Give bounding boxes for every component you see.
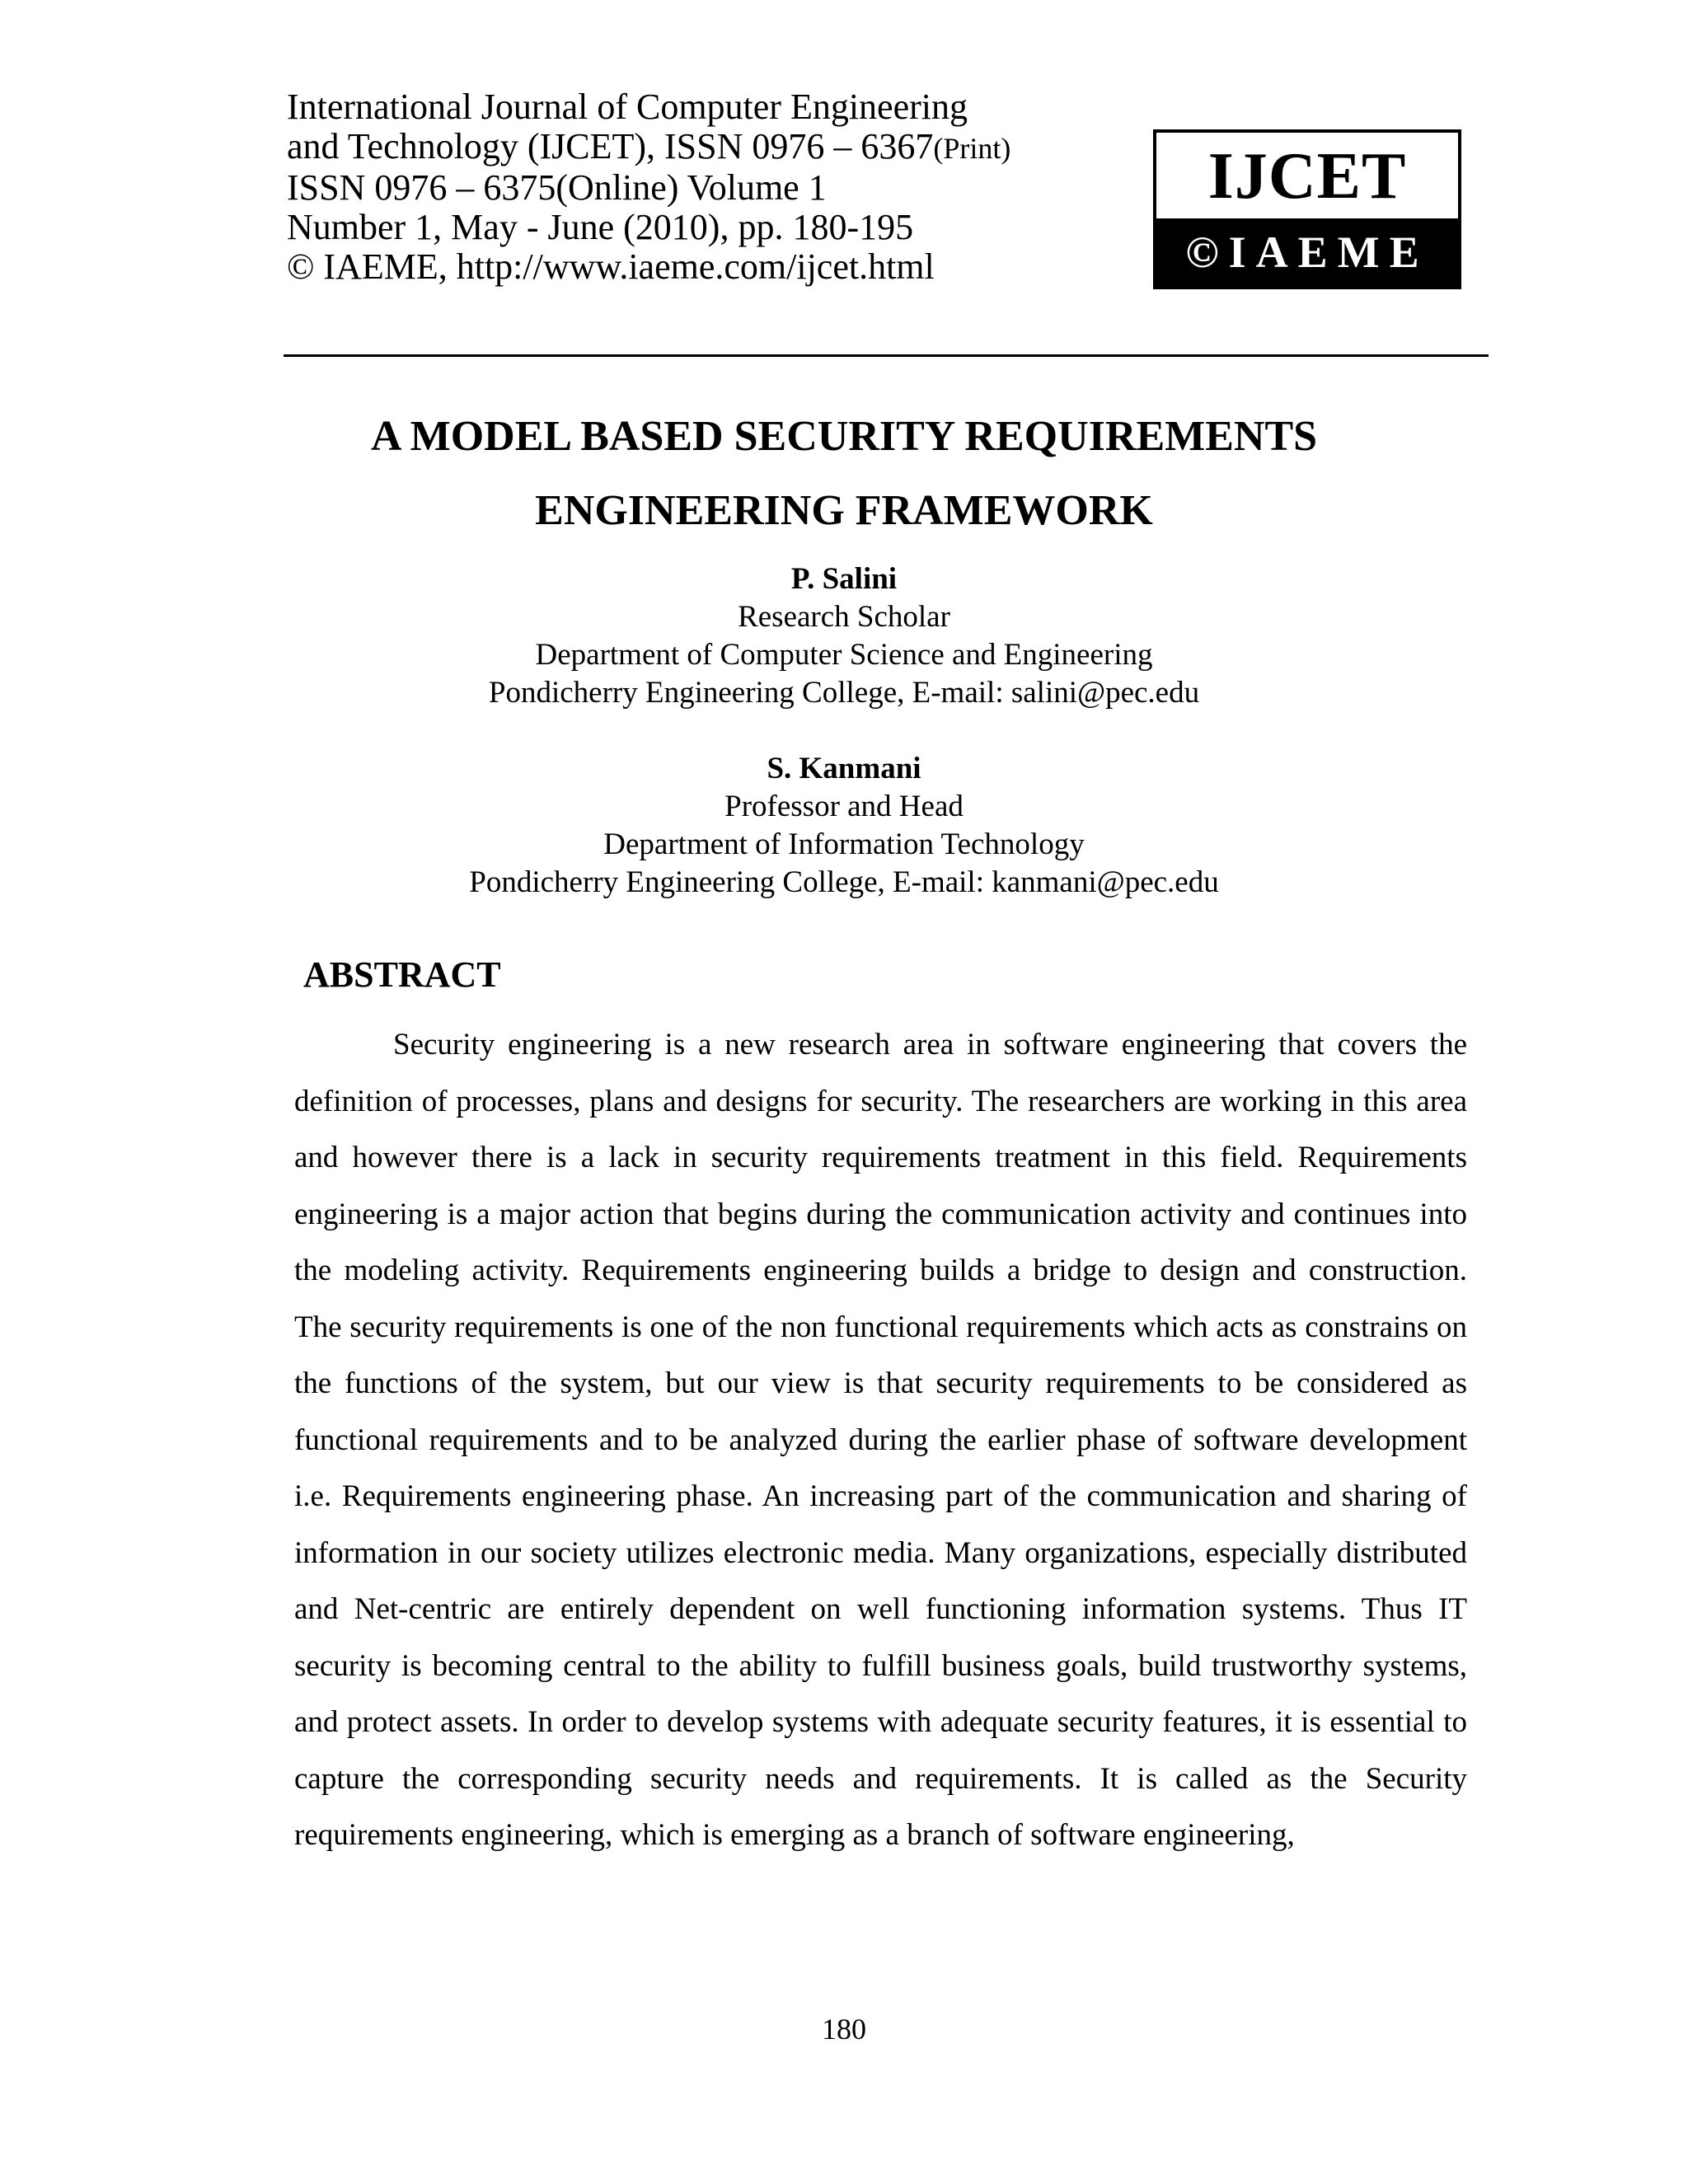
author-department: Department of Information Technology [603,827,1085,861]
journal-header-line2 [287,127,1078,168]
paper-title-line1: A MODEL BASED SECURITY REQUIREMENTS [370,413,1318,460]
journal-header-line4: Number 1, May - June (2010), pp. 180-195 [287,207,914,247]
abstract-heading: ABSTRACT [303,954,501,995]
author-role: Professor and Head [724,790,964,823]
journal-header-line2-main: and Technology (IJCET), ISSN 0976 – 6367 [287,126,934,166]
author-role: Research Scholar [738,600,950,634]
journal-header-line5: © IAEME, http://www.iaeme.com/ijcet.html [287,246,935,287]
journal-header-line3: ISSN 0976 – 6375(Online) Volume 1 [287,167,827,208]
author-department: Department of Computer Science and Engineering [535,638,1153,672]
page-number: 180 [822,2013,866,2046]
journal-logo-acronym: IJCET [1207,139,1407,213]
journal-header-line1: International Journal of Computer Engineering [287,87,968,127]
abstract-body: Security engineering is a new research area in software engineering that covers the definition of processes, plans and designs for security. The researchers are working in this area and however there is a lack in security requirements treatment in this field. Requirements engineering is a major action that begins during the communication activity and continues into the modeling activity. Requirements engineering builds a bridge to design and construction. The security requirements is one of the non functional requirements which acts as constrains on the functions of the system, but our view is that security requirements to be considered as functional requirements and to be analyzed during the earlier phase of software development i.e. Requirements engineering phase. An increasing part of the communication and sharing of information in our society utilizes electronic media. Many organizations, especially distributed and Net-centric are entirely dependent on well functioning information systems. Thus IT security is becoming central to the ability to fulfill business goals, build trustworthy systems, and protect assets. In order to develop systems with adequate security features, it is essential to capture the corresponding security needs and requirements. It is called as the Security requirements engineering, which is emerging as a branch of software engineering, [294,1028,1467,1852]
author-name: S. Kanmani [767,752,921,785]
journal-logo-publisher: ©IAEME [1156,218,1458,286]
author-block [0,750,1688,902]
paper-title-line2: ENGINEERING FRAMEWORK [535,487,1153,534]
author-block [0,560,1688,712]
journal-header [287,87,1078,287]
author-affiliation: Pondicherry Engineering College, E-mail: kanmani@pec.edu [469,865,1219,899]
journal-logo [1153,129,1461,289]
author-affiliation: Pondicherry Engineering College, E-mail: salini@pec.edu [488,676,1200,710]
journal-header-print-suffix: (Print) [933,132,1011,165]
author-name: P. Salini [790,562,898,596]
header-divider [284,354,1489,357]
